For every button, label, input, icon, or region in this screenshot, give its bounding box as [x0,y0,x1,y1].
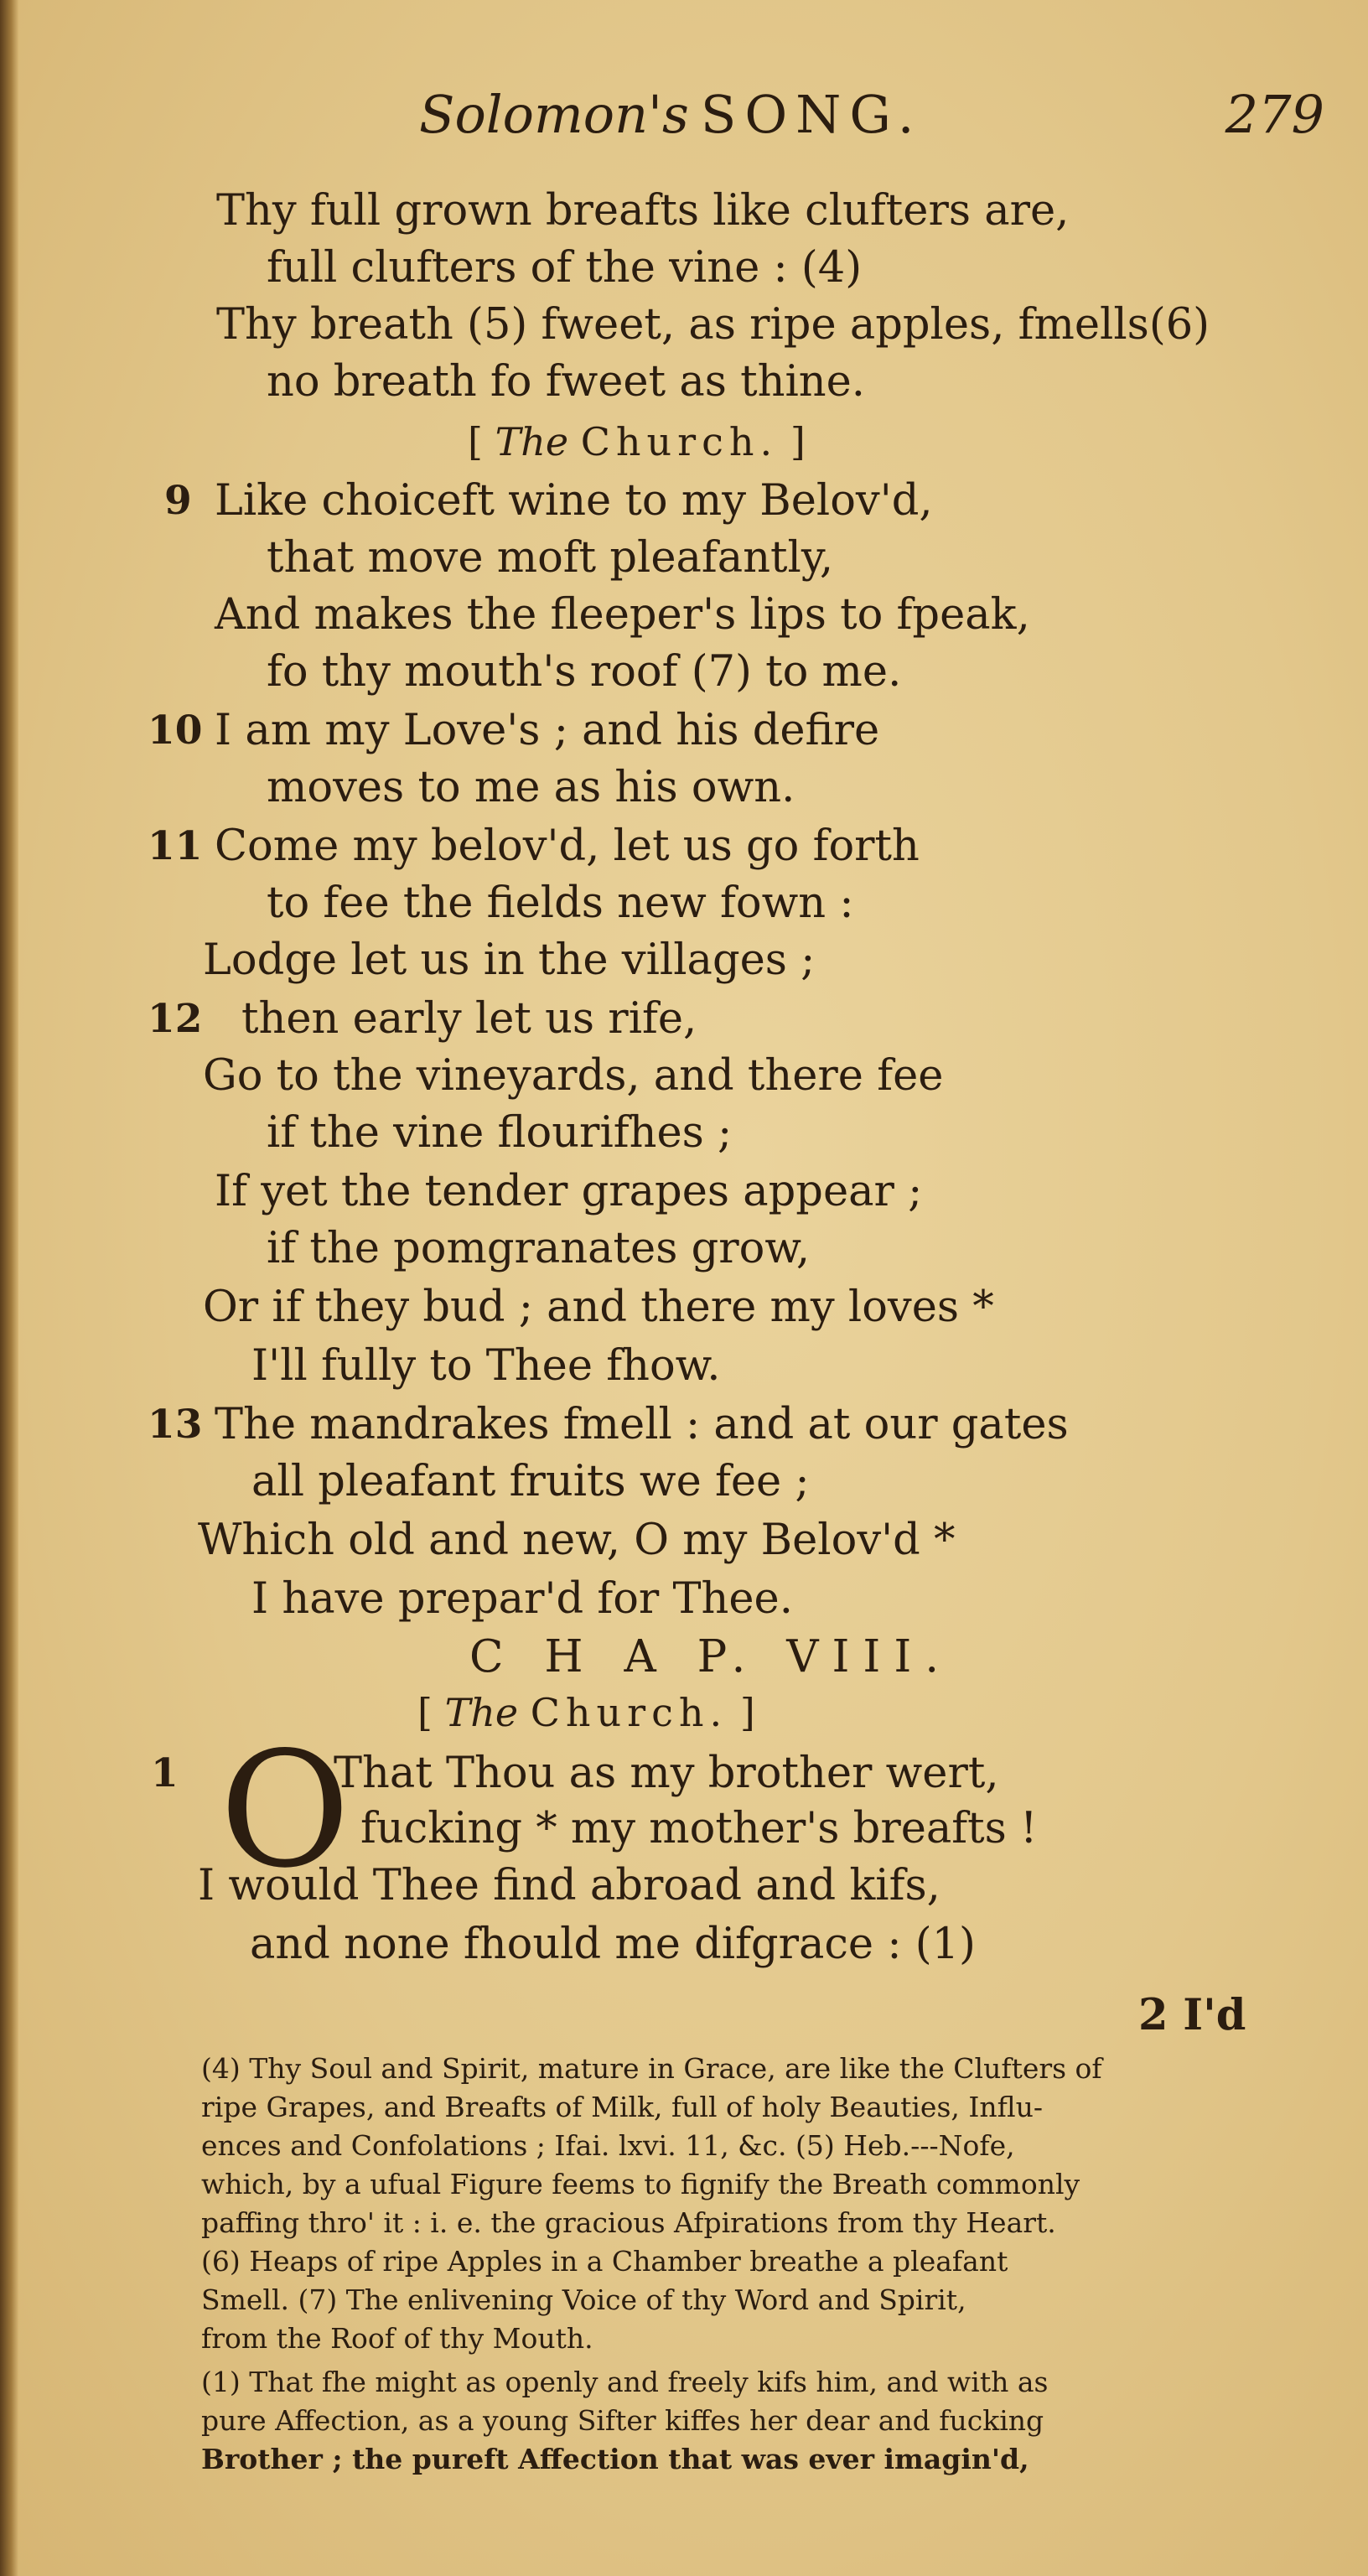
running-title [419,84,922,145]
verse-number: 10 [148,707,203,754]
verse-number: 12 [148,996,203,1042]
verse-line: Thy full grown breafts like clufters are, [216,186,1070,236]
bracket-open: [ [417,1690,433,1735]
verse-line: Like choiceft wine to my Belov'd, [215,476,933,526]
verse-line: moves to me as his own. [267,763,795,812]
footnote-line: from the Roof of thy Mouth. [201,2322,593,2355]
footnote-line: ences and Confolations ; Ifai. lxvi. 11, &c. (5) Heb.---Nofe, [201,2129,1015,2162]
verse-line: no breath fo fweet as thine. [267,357,865,407]
verse-line: Which old and new, O my Belov'd * [198,1516,956,1565]
verse-line: all pleafant fruits we fee ; [251,1457,810,1506]
verse-line: Come my belov'd, let us go forth [215,822,920,871]
verse-line: to fee the fields new fown : [267,879,854,928]
verse-line: If yet the tender grapes appear ; [215,1167,923,1216]
verse-line: Thy breath (5) fweet, as ripe apples, fmells(6) [216,300,1210,350]
footnote-line: ripe Grapes, and Breafts of Milk, full of holy Beauties, Influ- [201,2091,1044,2123]
verse-line: fo thy mouth's roof (7) to me. [267,647,902,697]
verse-line: I would Thee find abroad and kifs, [198,1861,940,1910]
footnote-line: (1) That fhe might as openly and freely kifs him, and with as [201,2366,1049,2398]
heading-italic: The [495,419,569,464]
verse-line: full clufters of the vine : (4) [267,243,863,293]
verse-line: and none fhould me difgrace : (1) [250,1920,976,1969]
church-heading [468,419,806,464]
verse-line: I am my Love's ; and his defire [215,706,880,755]
title-italic: Solomon's [419,84,689,145]
verse-line: That Thou as my brother wert, [334,1749,999,1798]
verse-line: if the vine flourifhes ; [267,1108,733,1158]
verse-line: And makes the fleeper's lips to fpeak, [215,590,1030,640]
bracket-close: ] [739,1690,755,1735]
footnote-line: (6) Heaps of ripe Apples in a Chamber breathe a pleafant [201,2245,1008,2278]
footnote-line: (4) Thy Soul and Spirit, mature in Grace, are like the Clufters of [201,2052,1102,2085]
footnote-line: pure Affection, as a young Sifter kiffes her dear and fucking [201,2404,1044,2437]
church-heading [417,1690,755,1735]
page-number: 279 [1225,84,1324,145]
verse-line: The mandrakes fmell : and at our gates [215,1400,1069,1449]
verse-line: fucking * my mother's breafts ! [360,1804,1038,1853]
verse-number: 11 [148,823,203,869]
footnote-line: which, by a ufual Figure feems to fignify the Breath commonly [201,2168,1080,2200]
catchword: 2 I'd [1138,1990,1246,2040]
verse-line: I have prepar'd for Thee. [251,1574,793,1624]
verse-number: 9 [164,478,192,524]
chapter-heading: C H A P. VIII. [469,1631,953,1682]
running-header [419,84,1324,159]
heading-word: Church. [530,1690,728,1735]
verse-line: that move moft pleafantly, [267,533,834,583]
bracket-close: ] [790,419,806,464]
verse-line: Or if they bud ; and there my loves * [203,1283,994,1332]
verse-line: Go to the vineyards, and there fee [203,1051,944,1101]
verse-line: I'll fully to Thee fhow. [251,1341,721,1391]
verse-line: then early let us rife, [241,994,697,1044]
heading-word: Church. [580,419,779,464]
footnote-line: Smell. (7) The enlivening Voice of thy Word and Spirit, [201,2283,966,2316]
footnote-line: Brother ; the pureft Affection that was ever imagin'd, [201,2443,1029,2475]
verse-line: if the pomgranates grow, [267,1224,811,1273]
book-spine-shadow [0,0,18,2576]
verse-number: 1 [151,1750,179,1796]
verse-line: Lodge let us in the villages ; [203,936,816,985]
title-song: SONG. [700,84,923,145]
footnote-line: paffing thro' it : i. e. the gracious Afpirations from thy Heart. [201,2206,1056,2239]
heading-italic: The [444,1690,519,1735]
bracket-open: [ [468,419,483,464]
drop-cap: O [220,1718,350,1903]
verse-number: 13 [148,1402,203,1448]
